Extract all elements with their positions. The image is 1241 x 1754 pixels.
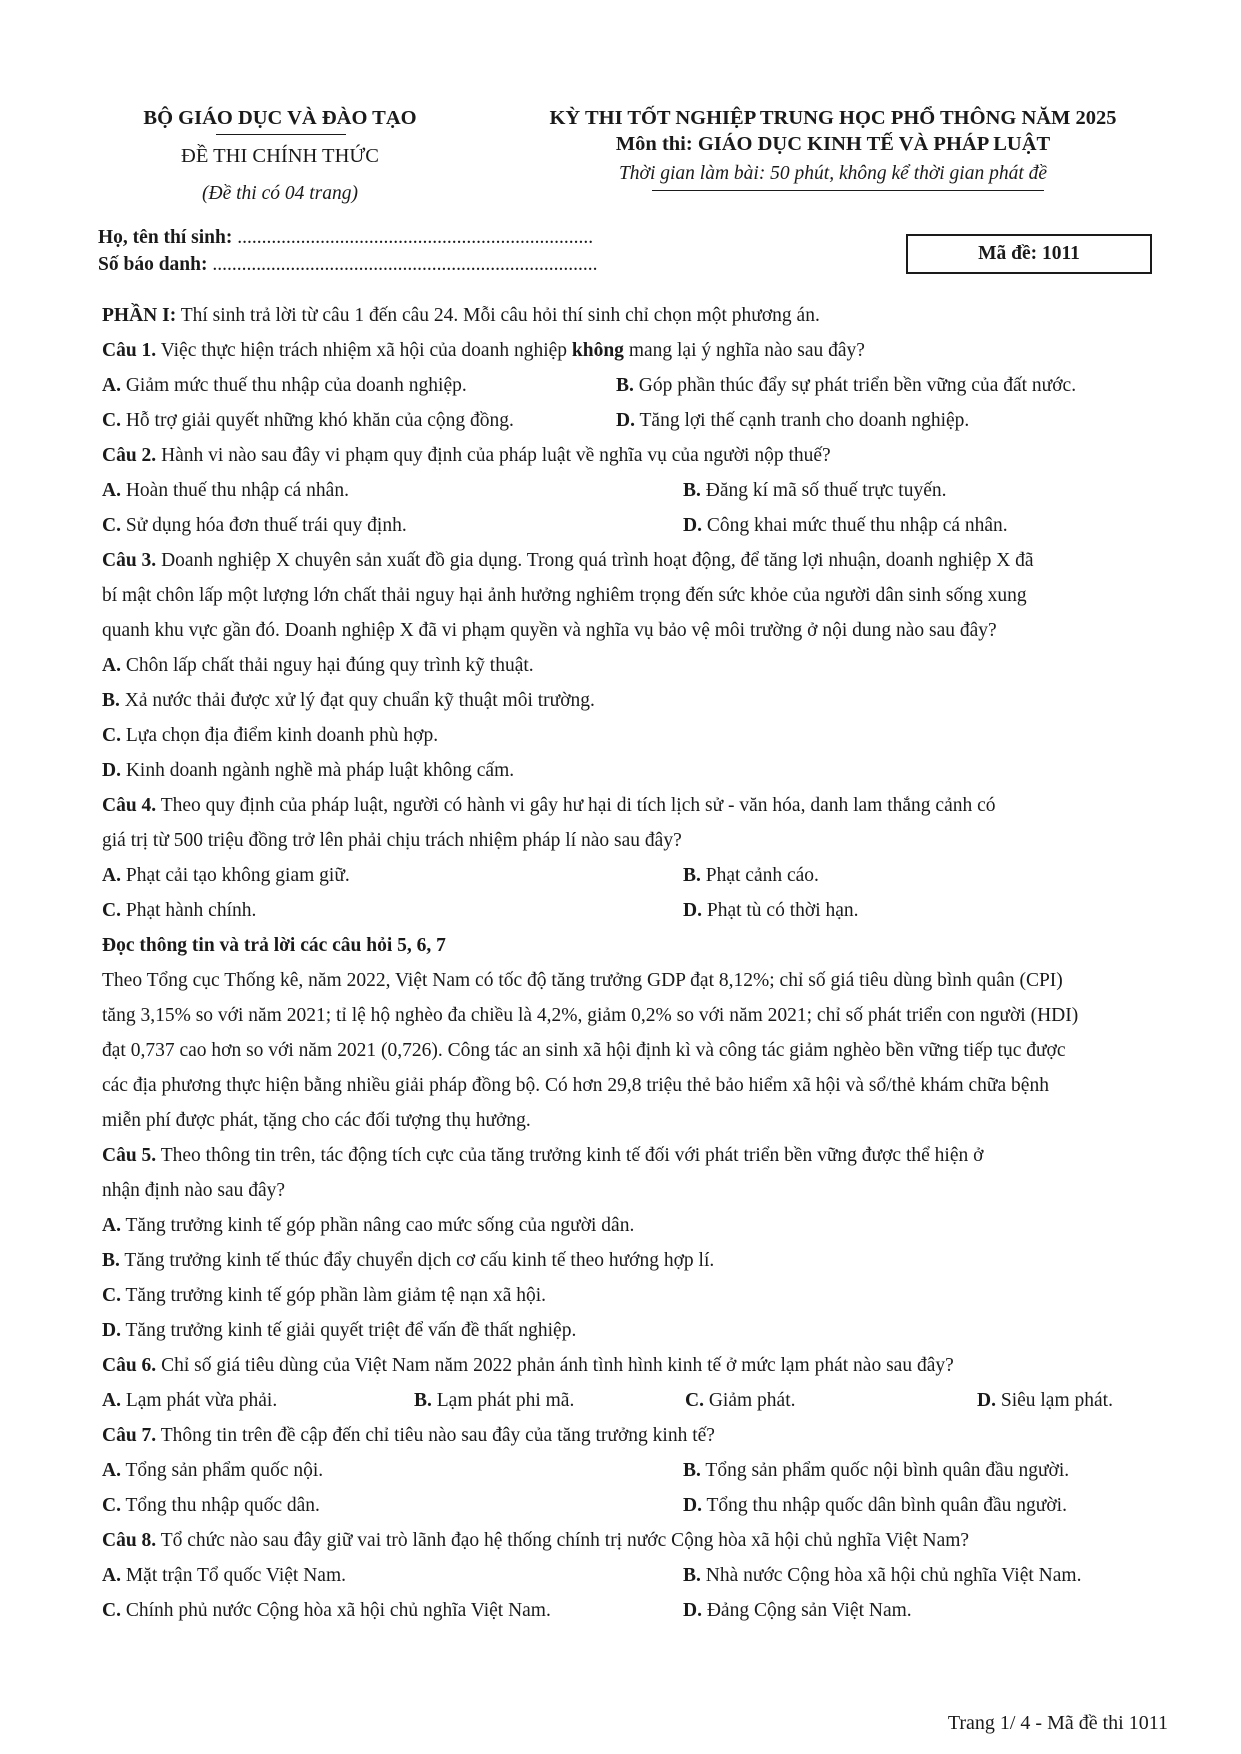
q3-option-c	[102, 725, 438, 747]
q7-option-d	[683, 1495, 1067, 1517]
question-number: Câu 6.	[102, 1355, 157, 1376]
option-letter: C.	[102, 1600, 121, 1621]
q2-option-a	[102, 480, 349, 502]
q8-option-a	[102, 1565, 346, 1587]
option-letter: C.	[102, 900, 121, 921]
option-text: Chôn lấp chất thải nguy hại đúng quy trình kỹ thuật.	[125, 655, 534, 676]
option-letter: C.	[102, 1495, 121, 1516]
question-text: Tổ chức nào sau đây giữ vai trò lãnh đạo hệ thống chính trị nước Cộng hòa xã hội chủ nghĩa Việt Nam?	[156, 1530, 970, 1551]
option-letter: A.	[102, 1460, 121, 1481]
question-number: Câu 3.	[102, 550, 157, 571]
reading-line-4: các địa phương thực hiện bằng nhiều giải pháp đồng bộ. Có hơn 29,8 triệu thẻ bảo hiểm xã hội và sổ/thẻ khám chữa bệnh	[102, 1075, 1049, 1096]
q8-option-b	[683, 1565, 1081, 1587]
q4-option-b	[683, 865, 819, 887]
exam-title: KỲ THI TỐT NGHIỆP TRUNG HỌC PHỔ THÔNG NĂM 2025	[549, 107, 1117, 129]
option-letter: A.	[102, 480, 121, 501]
question-text: Theo quy định của pháp luật, người có hành vi gây hư hại di tích lịch sử - văn hóa, danh lam thắng cảnh có	[156, 795, 996, 816]
option-letter: B.	[102, 690, 120, 711]
q7-option-b	[683, 1460, 1069, 1482]
pages-note: (Đề thi có 04 trang)	[202, 183, 358, 204]
q6-option-a	[102, 1390, 277, 1412]
option-letter: C.	[102, 410, 121, 431]
q7-option-a	[102, 1460, 323, 1482]
option-text: Phạt cảnh cáo.	[705, 865, 819, 886]
option-letter: B.	[683, 865, 701, 886]
option-text: Tổng thu nhập quốc dân.	[125, 1495, 320, 1516]
question-text: Việc thực hiện trách nhiệm xã hội của doanh nghiệp	[156, 340, 572, 361]
option-letter: D.	[616, 410, 635, 431]
q3-option-d	[102, 760, 514, 782]
option-text: Tăng trưởng kinh tế góp phần nâng cao mức sống của người dân.	[125, 1215, 635, 1236]
reading-line-3: đạt 0,737 cao hơn so với năm 2021 (0,726). Công tác an sinh xã hội định kì và công tác giảm nghèo bền vững tiếp tục được	[102, 1040, 1066, 1061]
part1-instruction	[102, 305, 1172, 327]
option-letter: A.	[102, 1390, 121, 1411]
q2-option-c	[102, 515, 407, 537]
q4-option-a	[102, 865, 350, 887]
question-4-line-1	[102, 795, 1172, 817]
q6-option-b	[414, 1390, 574, 1412]
option-letter: B.	[616, 375, 634, 396]
candidate-id-dots: ...............................................................................	[207, 254, 598, 275]
option-text: Đảng Cộng sản Việt Nam.	[706, 1600, 912, 1621]
option-text: Tổng sản phẩm quốc nội.	[125, 1460, 324, 1481]
question-number: Câu 5.	[102, 1145, 157, 1166]
option-text: Sử dụng hóa đơn thuế trái quy định.	[125, 515, 407, 536]
candidate-id-label: Số báo danh:	[98, 254, 208, 275]
question-4-line-2: giá trị từ 500 triệu đồng trở lên phải chịu trách nhiệm pháp lí nào sau đây?	[102, 830, 682, 851]
option-letter: A.	[102, 655, 121, 676]
option-letter: D.	[102, 1320, 121, 1341]
q8-option-c	[102, 1600, 551, 1622]
candidate-name-line	[98, 227, 593, 249]
reading-line-5: miễn phí được phát, tặng cho các đối tượng thụ hưởng.	[102, 1110, 531, 1131]
question-text: Hành vi nào sau đây vi phạm quy định của pháp luật về nghĩa vụ của người nộp thuế?	[156, 445, 831, 466]
question-5-line-2: nhận định nào sau đây?	[102, 1180, 286, 1201]
option-letter: B.	[683, 1460, 701, 1481]
option-text: Chính phủ nước Cộng hòa xã hội chủ nghĩa Việt Nam.	[125, 1600, 551, 1621]
question-number: Câu 4.	[102, 795, 157, 816]
candidate-id-line	[98, 254, 597, 276]
question-text: Doanh nghiệp X chuyên sản xuất đồ gia dụng. Trong quá trình hoạt động, để tăng lợi nhuận, doanh nghiệp X đã	[156, 550, 1034, 571]
q6-option-c	[685, 1390, 796, 1412]
reading-line-2: tăng 3,15% so với năm 2021; tỉ lệ hộ nghèo đa chiều là 4,2%, giảm 0,2% so với năm 2021; chỉ số phát triển con người (HDI)	[102, 1005, 1079, 1026]
q5-option-a	[102, 1215, 634, 1237]
q2-option-b	[683, 480, 947, 502]
option-text: Siêu lạm phát.	[1000, 1390, 1113, 1411]
candidate-name-dots: .........................................................................	[232, 227, 594, 248]
option-text: Công khai mức thuế thu nhập cá nhân.	[706, 515, 1008, 536]
option-letter: C.	[685, 1390, 704, 1411]
q1-option-c	[102, 410, 514, 432]
option-text: Phạt cải tạo không giam giữ.	[125, 865, 350, 886]
question-2	[102, 445, 1172, 467]
question-number: Câu 8.	[102, 1530, 157, 1551]
question-7	[102, 1425, 1172, 1447]
option-text: Giảm phát.	[708, 1390, 796, 1411]
part1-text: Thí sinh trả lời từ câu 1 đến câu 24. Mỗi câu hỏi thí sinh chỉ chọn một phương án.	[176, 305, 820, 326]
question-3-line-3: quanh khu vực gần đó. Doanh nghiệp X đã vi phạm quyền và nghĩa vụ bảo vệ môi trường ở nội dung nào sau đây?	[102, 620, 997, 641]
option-letter: A.	[102, 1215, 121, 1236]
subject-label: Môn thi: GIÁO DỤC KINH TẾ VÀ PHÁP LUẬT	[615, 133, 1051, 155]
option-letter: C.	[102, 1285, 121, 1306]
q7-option-c	[102, 1495, 320, 1517]
question-6	[102, 1355, 1172, 1377]
option-text: Tăng trưởng kinh tế giải quyết triệt để vấn đề thất nghiệp.	[125, 1320, 577, 1341]
option-letter: D.	[683, 900, 702, 921]
candidate-name-label: Họ, tên thí sinh:	[98, 227, 233, 248]
ministry-underline	[216, 134, 346, 135]
question-number: Câu 1.	[102, 340, 157, 361]
q4-option-c	[102, 900, 256, 922]
option-text: Hoàn thuế thu nhập cá nhân.	[125, 480, 349, 501]
reading-line-1: Theo Tổng cục Thống kê, năm 2022, Việt Nam có tốc độ tăng trưởng GDP đạt 8,12%; chỉ số giá tiêu dùng bình quân (CPI)	[102, 970, 1063, 991]
time-note-underline	[652, 190, 1044, 191]
option-text: Lạm phát phi mã.	[436, 1390, 575, 1411]
reading-heading: Đọc thông tin và trả lời các câu hỏi 5, 6, 7	[102, 935, 446, 956]
part1-label: PHẦN I:	[102, 305, 177, 326]
page-footer: Trang 1/ 4 - Mã đề thi 1011	[947, 1712, 1168, 1734]
q1-option-a	[102, 375, 467, 397]
option-letter: B.	[683, 1565, 701, 1586]
option-text: Tổng thu nhập quốc dân bình quân đầu người.	[706, 1495, 1067, 1516]
question-3-line-2: bí mật chôn lấp một lượng lớn chất thải nguy hại ảnh hưởng nghiêm trọng đến sức khỏe của người dân sinh sống xung	[102, 585, 1027, 606]
option-text: Đăng kí mã số thuế trực tuyến.	[705, 480, 947, 501]
q2-option-d	[683, 515, 1008, 537]
option-letter: A.	[102, 1565, 121, 1586]
option-text: Xả nước thải được xử lý đạt quy chuẩn kỹ thuật môi trường.	[124, 690, 595, 711]
official-exam-label: ĐỀ THI CHÍNH THỨC	[181, 145, 379, 167]
option-letter: C.	[102, 515, 121, 536]
ministry-name: BỘ GIÁO DỤC VÀ ĐÀO TẠO	[143, 107, 417, 129]
option-text: Lạm phát vừa phải.	[125, 1390, 278, 1411]
option-letter: D.	[683, 1495, 702, 1516]
q3-option-b	[102, 690, 595, 712]
option-text: Phạt tù có thời hạn.	[706, 900, 859, 921]
option-letter: D.	[977, 1390, 996, 1411]
question-number: Câu 2.	[102, 445, 157, 466]
question-text: Theo thông tin trên, tác động tích cực của tăng trưởng kinh tế đối với phát triển bền vững được thể hiện ở	[156, 1145, 984, 1166]
option-text: Góp phần thúc đẩy sự phát triển bền vững của đất nước.	[638, 375, 1077, 396]
question-5-line-1	[102, 1145, 1172, 1167]
question-text: Chỉ số giá tiêu dùng của Việt Nam năm 2022 phản ánh tình hình kinh tế ở mức lạm phát nào sau đây?	[156, 1355, 954, 1376]
option-letter: C.	[102, 725, 121, 746]
option-letter: A.	[102, 865, 121, 886]
q5-option-c	[102, 1285, 546, 1307]
question-text: Thông tin trên đề cập đến chỉ tiêu nào sau đây của tăng trưởng kinh tế?	[156, 1425, 715, 1446]
q6-option-d	[977, 1390, 1113, 1412]
question-1	[102, 340, 1172, 362]
option-text: Tăng trưởng kinh tế thúc đẩy chuyển dịch cơ cấu kinh tế theo hướng hợp lí.	[124, 1250, 715, 1271]
question-number: Câu 7.	[102, 1425, 157, 1446]
q3-option-a	[102, 655, 534, 677]
option-text: Tổng sản phẩm quốc nội bình quân đầu người.	[705, 1460, 1070, 1481]
option-text: Mặt trận Tổ quốc Việt Nam.	[125, 1565, 346, 1586]
option-text: Giảm mức thuế thu nhập của doanh nghiệp.	[125, 375, 467, 396]
option-text: Lựa chọn địa điểm kinh doanh phù hợp.	[125, 725, 439, 746]
option-letter: D.	[683, 1600, 702, 1621]
q4-option-d	[683, 900, 859, 922]
q1-option-b	[616, 375, 1076, 397]
exam-code-box: Mã đề: 1011	[906, 234, 1152, 274]
question-8	[102, 1530, 1172, 1552]
question-text: mang lại ý nghĩa nào sau đây?	[623, 340, 865, 361]
option-letter: B.	[414, 1390, 432, 1411]
option-text: Tăng lợi thế cạnh tranh cho doanh nghiệp.	[639, 410, 970, 431]
option-text: Hỗ trợ giải quyết những khó khăn của cộng đồng.	[125, 410, 514, 431]
question-emphasis: không	[571, 340, 624, 361]
time-note: Thời gian làm bài: 50 phút, không kể thời gian phát đề	[618, 163, 1048, 184]
option-text: Kinh doanh ngành nghề mà pháp luật không cấm.	[125, 760, 515, 781]
option-letter: D.	[102, 760, 121, 781]
q5-option-b	[102, 1250, 714, 1272]
option-text: Nhà nước Cộng hòa xã hội chủ nghĩa Việt Nam.	[705, 1565, 1082, 1586]
option-letter: B.	[102, 1250, 120, 1271]
option-letter: A.	[102, 375, 121, 396]
q5-option-d	[102, 1320, 576, 1342]
q8-option-d	[683, 1600, 912, 1622]
option-text: Phạt hành chính.	[125, 900, 257, 921]
option-text: Tăng trưởng kinh tế góp phần làm giảm tệ nạn xã hội.	[125, 1285, 547, 1306]
question-3-line-1	[102, 550, 1172, 572]
option-letter: D.	[683, 515, 702, 536]
option-letter: B.	[683, 480, 701, 501]
q1-option-d	[616, 410, 969, 432]
